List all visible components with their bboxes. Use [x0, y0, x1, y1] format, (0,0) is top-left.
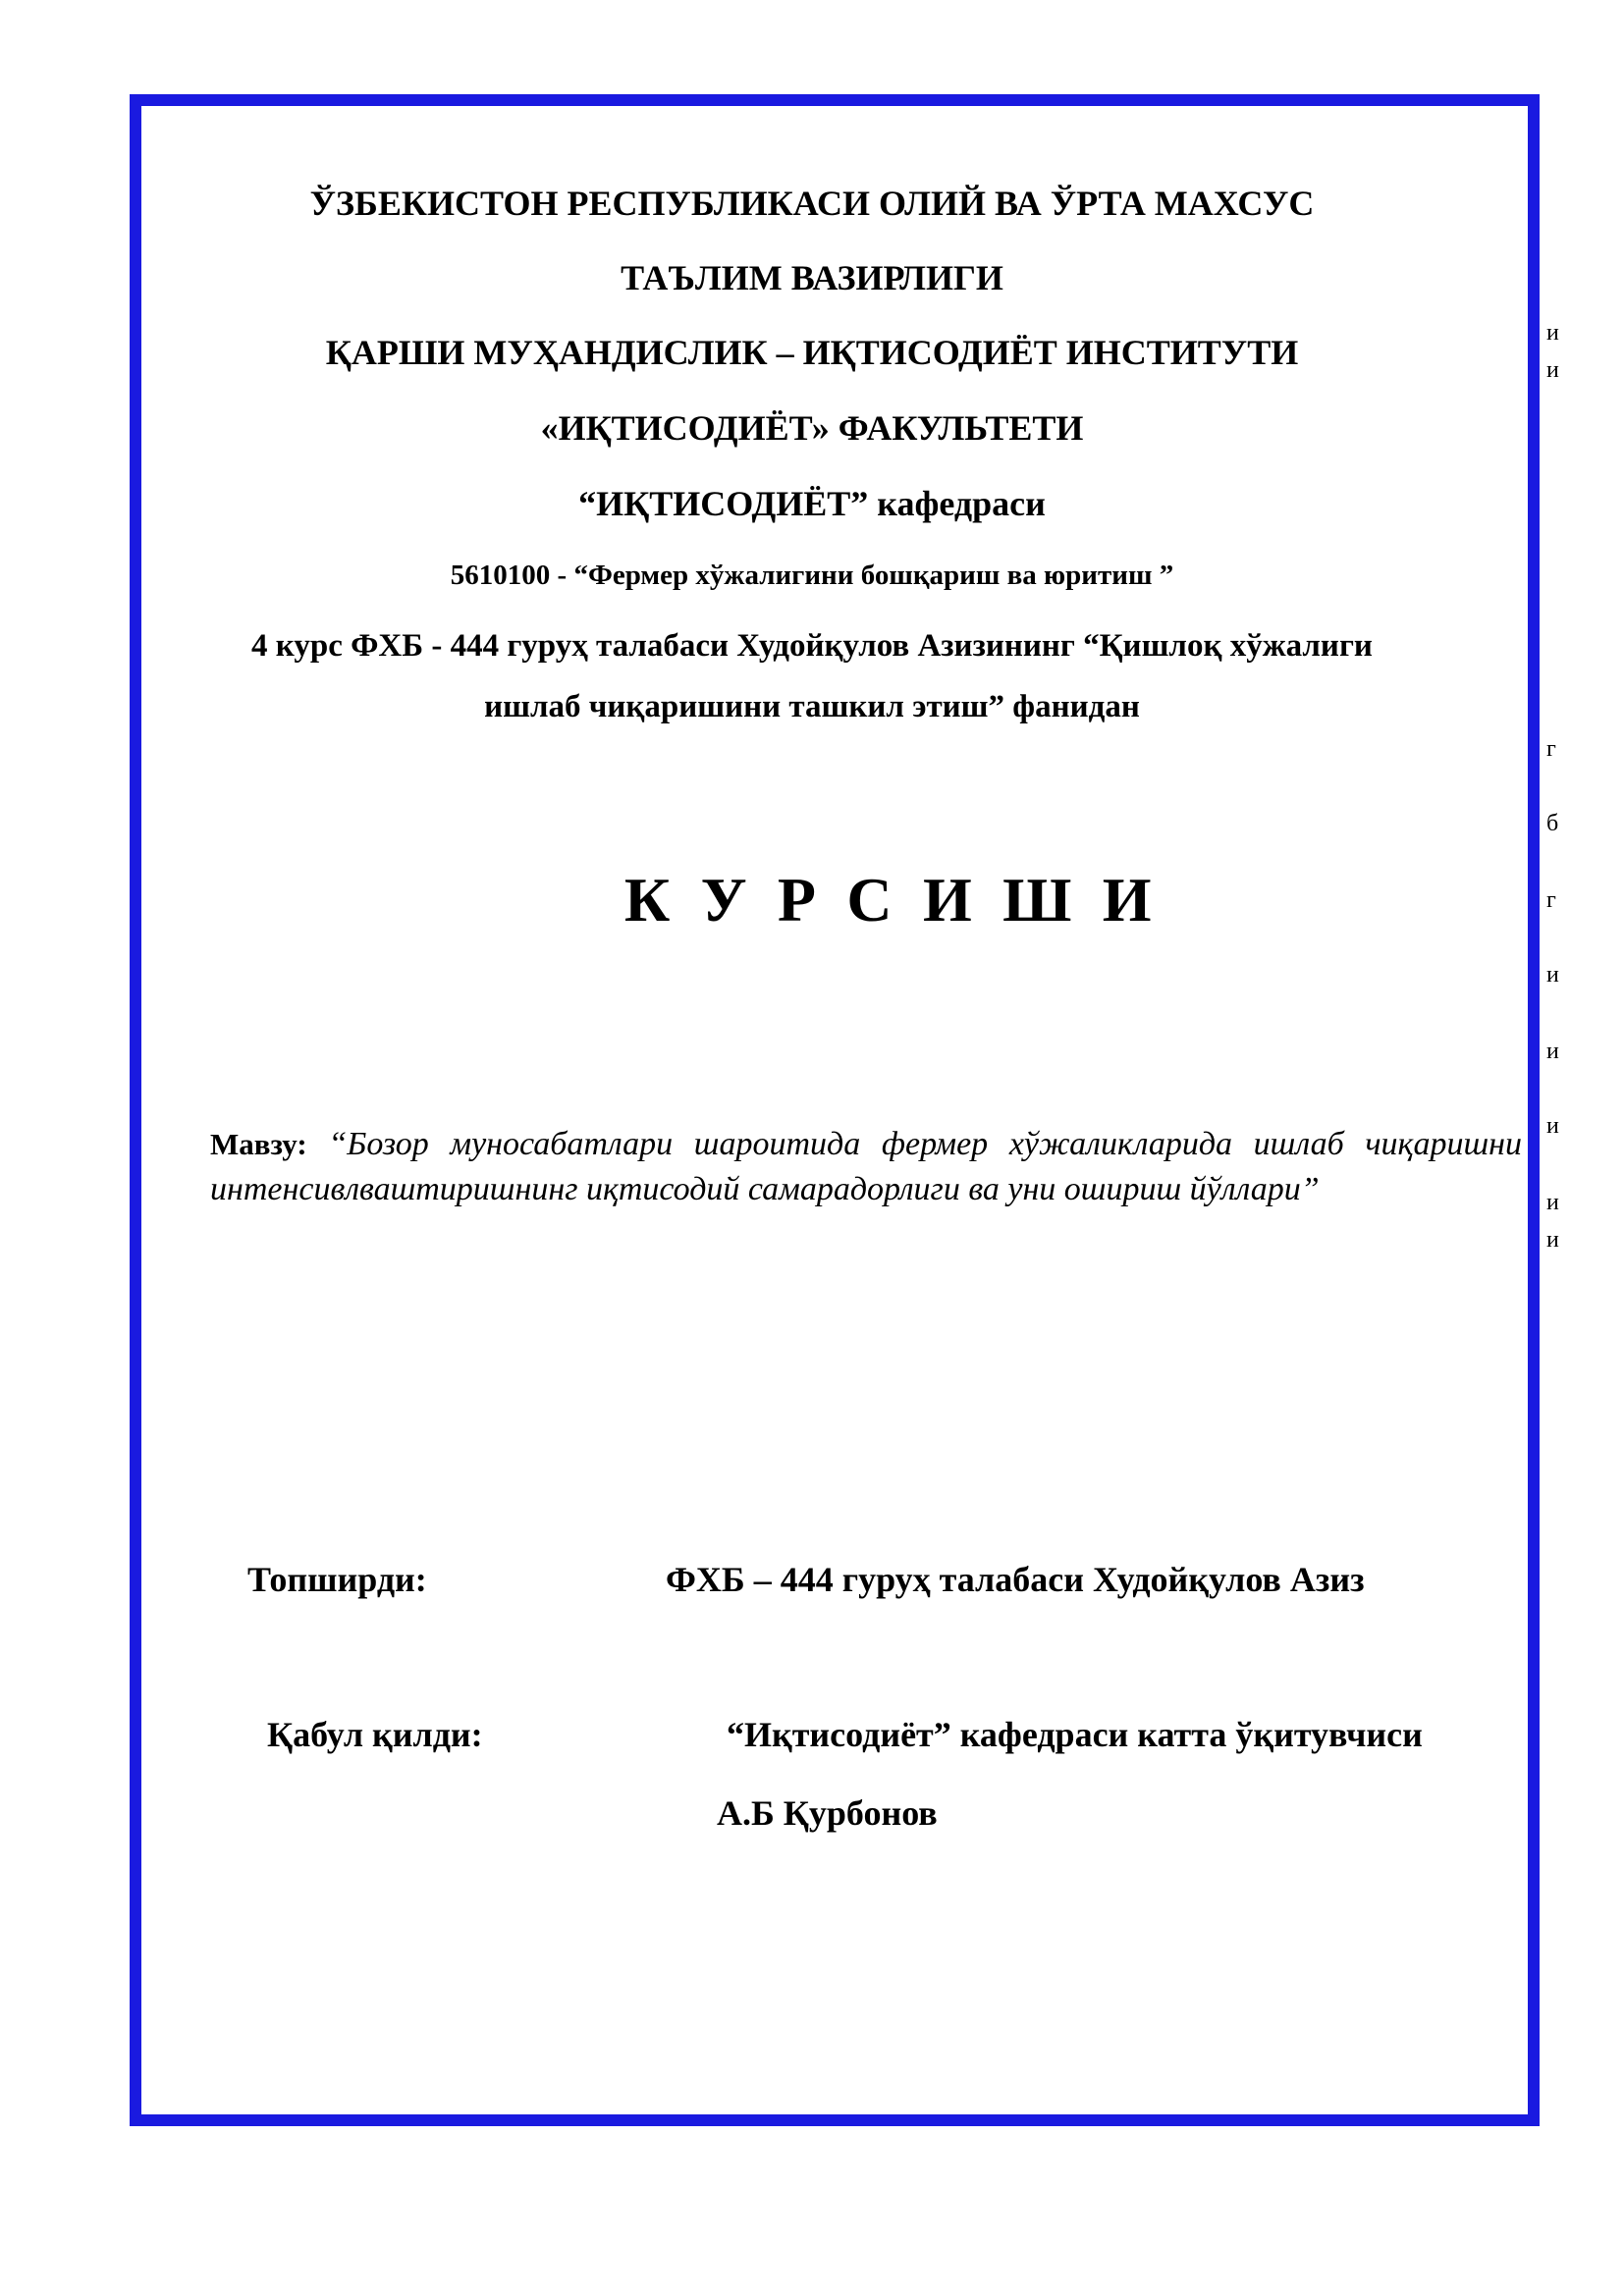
student-line-1: 4 курс ФХБ - 444 гуруҳ талабаси Худойқулов Азизининг “Қишлоқ хўжалиги — [251, 628, 1373, 664]
accepted-label: Қабул қилди: — [267, 1715, 483, 1754]
edge-mark: и — [1546, 1190, 1559, 1215]
submitted-value: ФХБ – 444 гуруҳ талабаси Худойқулов Азиз — [666, 1560, 1365, 1599]
edge-mark: и — [1546, 1227, 1559, 1253]
edge-mark: и — [1546, 320, 1559, 346]
edge-mark: и — [1546, 1113, 1559, 1139]
topic-text: “Бозор муносабатлари шароитида фермер хўжаликларида ишлаб чиқаришни интенсивлваштиришнинг иқтисодий самарадорлиги ва уни ошириш йўллари” — [210, 1126, 1522, 1207]
department-name: “ИҚТИСОДИЁТ” кафедраси — [578, 484, 1046, 523]
edge-mark: г — [1546, 887, 1556, 913]
faculty-name: «ИҚТИСОДИЁТ» ФАКУЛЬТЕТИ — [540, 408, 1084, 448]
accepted-name: А.Б Қурбонов — [717, 1793, 938, 1833]
edge-mark: б — [1546, 811, 1559, 836]
ministry-line-2: ТАЪЛИМ ВАЗИРЛИГИ — [621, 258, 1003, 297]
edge-mark: г — [1546, 736, 1556, 762]
edge-mark: и — [1546, 962, 1559, 988]
institute-name: ҚАРШИ МУҲАНДИСЛИК – ИҚТИСОДИЁТ ИНСТИТУТИ — [325, 333, 1299, 372]
accepted-value: “Иқтисодиёт” кафедраси катта ўқитувчиси — [727, 1715, 1423, 1754]
edge-mark: и — [1546, 1039, 1559, 1064]
topic-block — [210, 1122, 1522, 1212]
student-line-2: ишлаб чиқаришини ташкил этиш” фанидан — [484, 689, 1140, 724]
edge-mark: и — [1546, 357, 1559, 383]
ministry-line-1: ЎЗБЕКИСТОН РЕСПУБЛИКАСИ ОЛИЙ ВА ЎРТА МАХСУС — [309, 184, 1315, 223]
specialty-line: 5610100 - “Фермер хўжалигини бошқариш ва юритиш ” — [450, 560, 1174, 591]
submitted-label: Топширди: — [247, 1560, 427, 1599]
topic-label: Мавзу: — [210, 1127, 307, 1161]
document-title: К У Р С И Ш И — [623, 865, 1160, 934]
